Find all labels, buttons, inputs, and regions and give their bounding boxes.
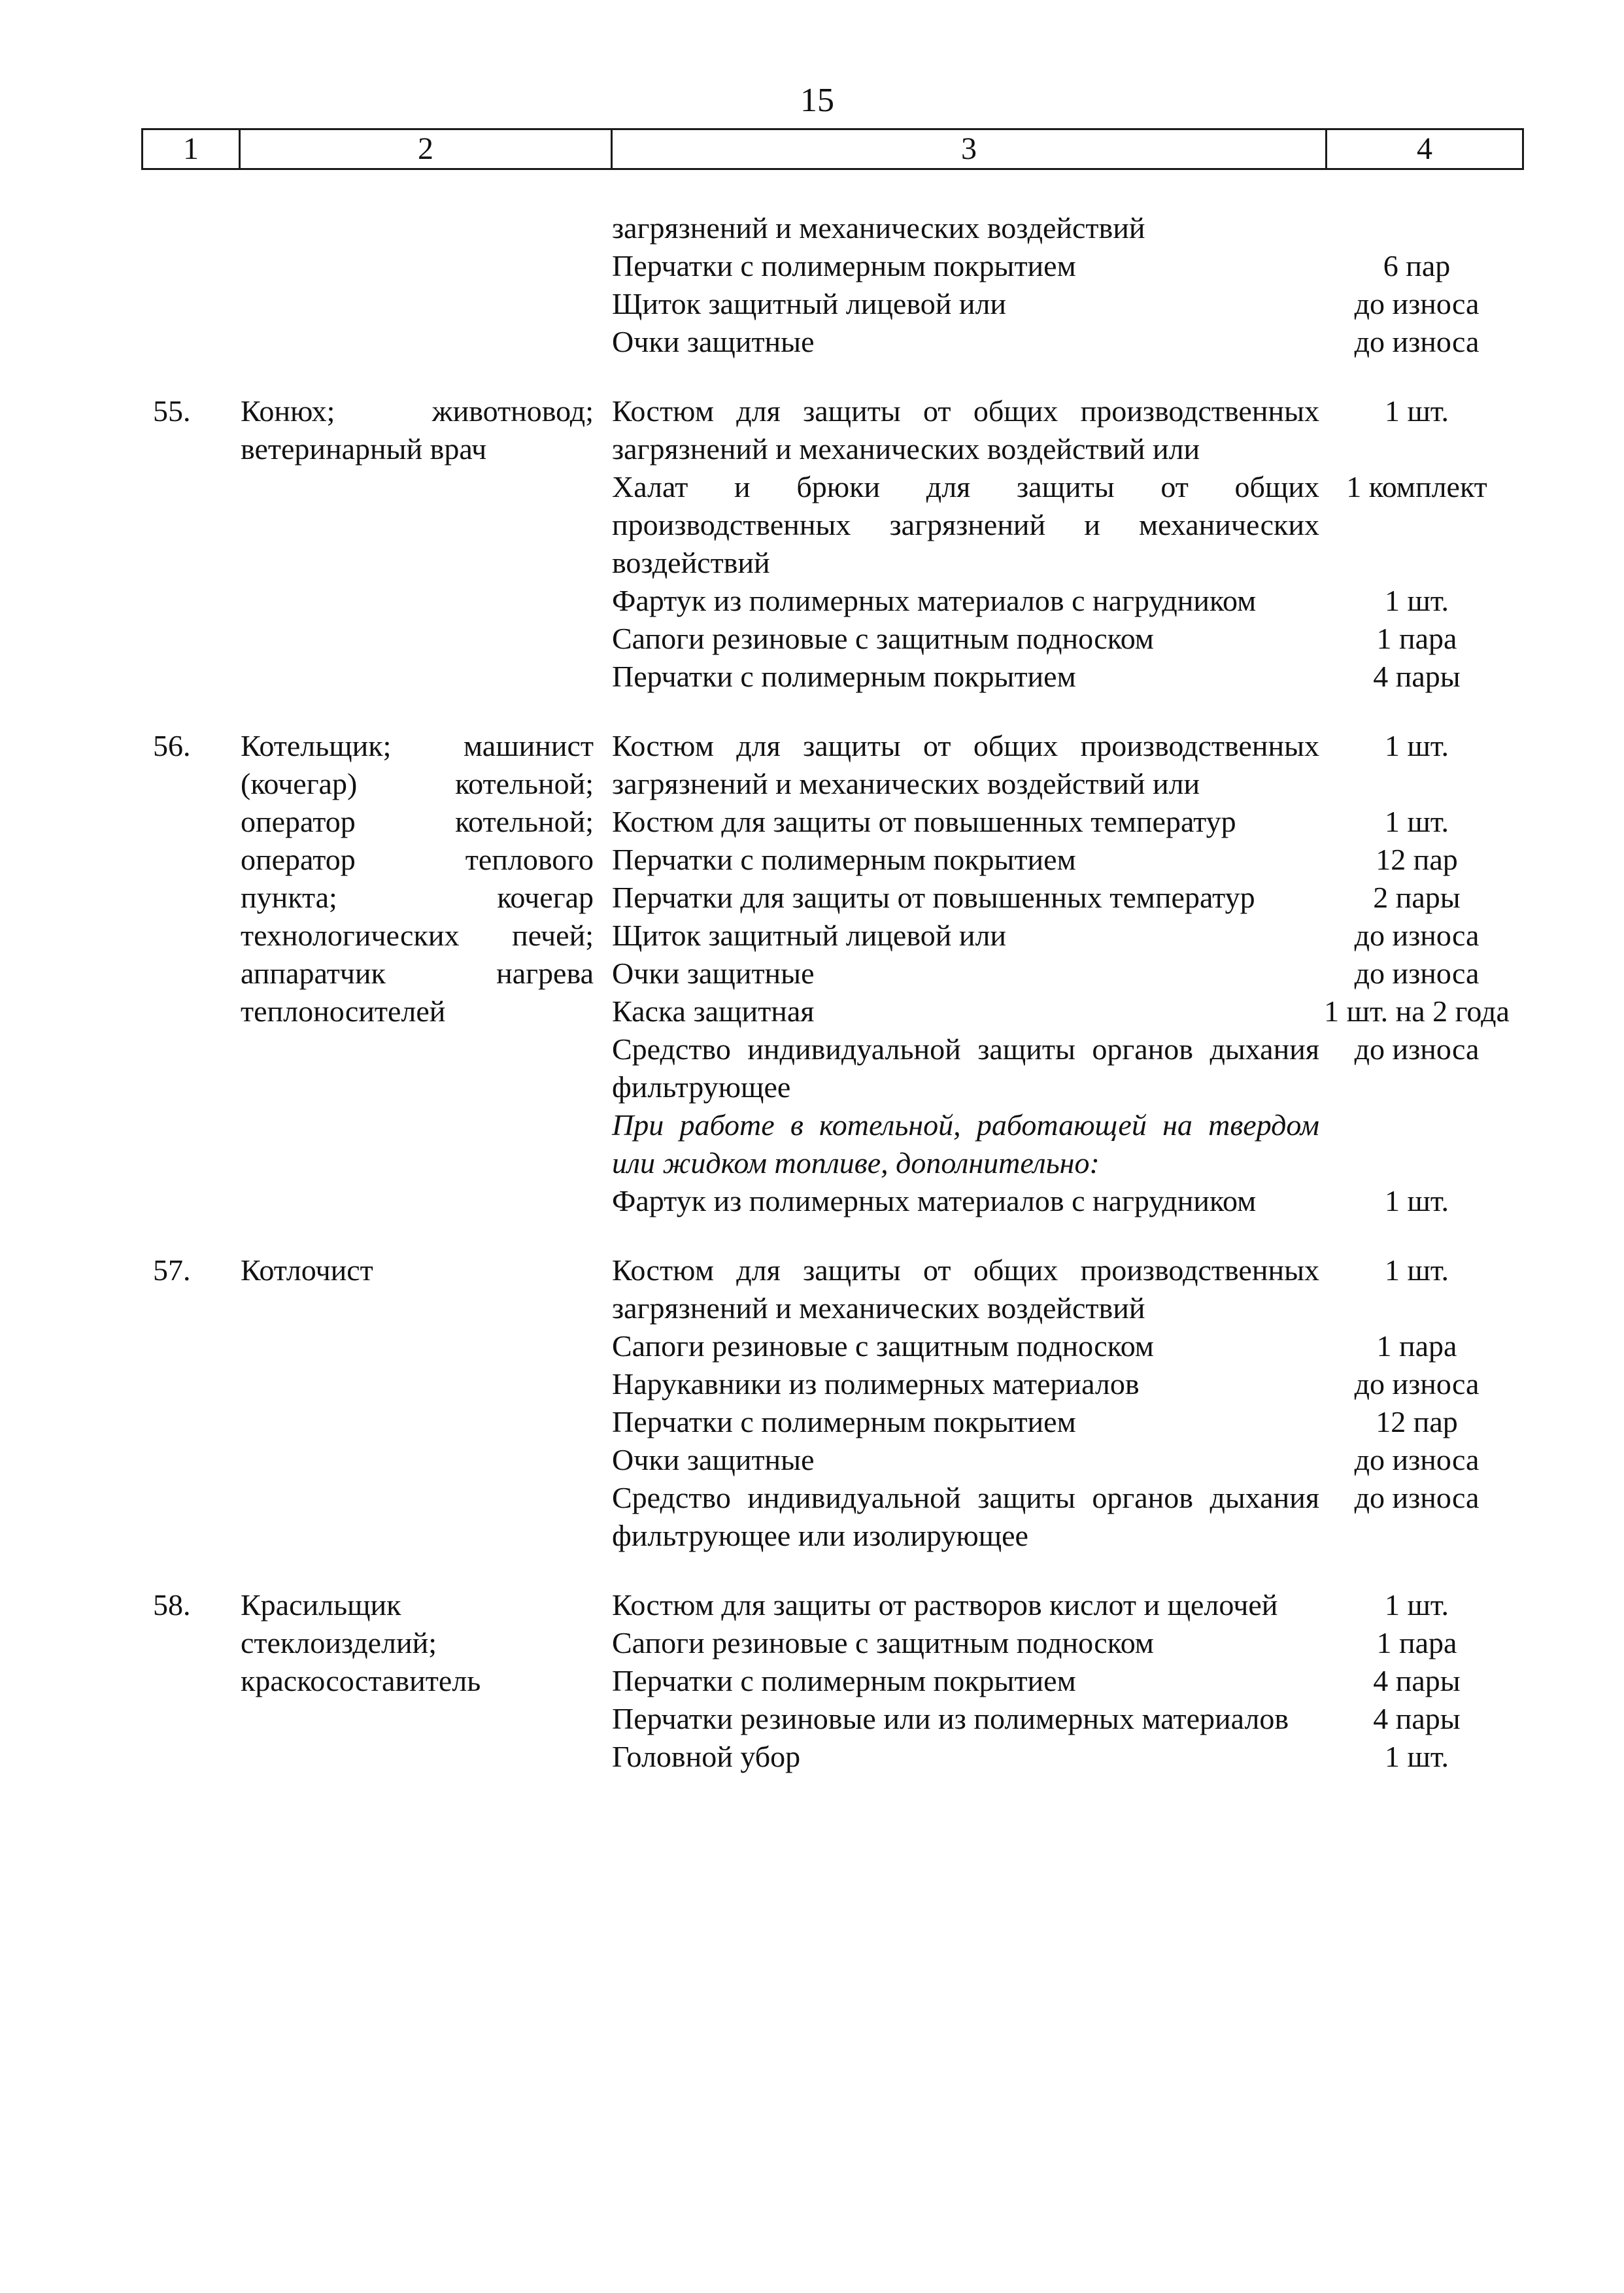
ppe-description: Щиток защитный лицевой или	[612, 287, 1007, 320]
ppe-item	[607, 1441, 1514, 1479]
ppe-quantity: 1 шт.	[1384, 805, 1449, 838]
ppe-quantity: 1 шт.	[1384, 1253, 1449, 1287]
table-row	[141, 1251, 1514, 1555]
ppe-item	[607, 285, 1514, 323]
ppe-description: При работе в котельной, работающей на твердом или жидком топливе, дополнительно:	[612, 1108, 1319, 1180]
ppe-item	[607, 1403, 1514, 1441]
ppe-description: Каска защитная	[612, 994, 815, 1028]
table-body	[141, 209, 1514, 1807]
ppe-item	[607, 1586, 1514, 1624]
ppe-quantity: до износа	[1354, 919, 1480, 952]
ppe-quantity: 4 пары	[1373, 1702, 1461, 1735]
ppe-quantity: 1 шт.	[1384, 1184, 1449, 1217]
ppe-quantity: до износа	[1354, 287, 1480, 320]
ppe-item	[607, 993, 1514, 1030]
ppe-description: Очки защитные	[612, 1443, 815, 1476]
row-number: 58.	[153, 1588, 191, 1622]
ppe-item	[607, 955, 1514, 993]
ppe-quantity: 12 пар	[1376, 1405, 1458, 1438]
ppe-description: Перчатки с полимерным покрытием	[612, 249, 1076, 282]
column-header-4: 4	[1327, 129, 1523, 169]
ppe-item	[607, 1030, 1514, 1106]
ppe-item	[607, 1624, 1514, 1662]
column-header-1: 1	[143, 129, 240, 169]
ppe-item	[607, 1327, 1514, 1365]
ppe-item	[607, 582, 1514, 620]
ppe-item	[607, 1700, 1514, 1738]
ppe-list	[607, 727, 1514, 1220]
ppe-item	[607, 1251, 1514, 1327]
ppe-note	[607, 1106, 1514, 1182]
ppe-description: Средство индивидуальной защиты органов дыхания фильтрующее или изолирующее	[612, 1481, 1319, 1552]
ppe-item	[607, 468, 1514, 582]
row-number	[141, 209, 237, 361]
ppe-quantity: до износа	[1354, 1481, 1480, 1514]
ppe-item	[607, 727, 1514, 803]
ppe-item	[607, 879, 1514, 917]
table-row	[141, 1586, 1514, 1776]
row-number: 57.	[153, 1253, 191, 1287]
ppe-quantity: 2 пары	[1373, 881, 1461, 914]
ppe-quantity: 12 пар	[1376, 843, 1458, 876]
ppe-description: Головной убор	[612, 1740, 801, 1773]
occupation-name: Котельщик; машинист (кочегар) котельной; оператор котельной; оператор теплового пункта; кочегар технологических печей; аппаратчик нагрева теплоносителей	[241, 729, 594, 1028]
column-header-3: 3	[612, 129, 1327, 169]
row-number: 56.	[153, 729, 191, 762]
ppe-item	[607, 1738, 1514, 1776]
ppe-quantity: 1 шт. на 2 года	[1324, 994, 1510, 1028]
ppe-item	[607, 247, 1514, 285]
ppe-description: Очки защитные	[612, 325, 815, 358]
ppe-quantity: 1 пара	[1376, 1626, 1457, 1659]
column-header-2: 2	[240, 129, 612, 169]
ppe-description: Нарукавники из полимерных материалов	[612, 1367, 1140, 1401]
ppe-description: Фартук из полимерных материалов с нагрудником	[612, 584, 1257, 617]
ppe-list	[607, 1251, 1514, 1555]
ppe-description: Костюм для защиты от общих производственных загрязнений и механических воздействий или	[612, 729, 1319, 800]
ppe-quantity: 1 комплект	[1346, 470, 1487, 503]
ppe-item	[607, 620, 1514, 658]
ppe-quantity: 1 пара	[1376, 1329, 1457, 1363]
ppe-quantity: до износа	[1354, 325, 1480, 358]
ppe-description: загрязнений и механических воздействий	[612, 211, 1145, 245]
ppe-description: Перчатки с полимерным покрытием	[612, 1405, 1076, 1438]
ppe-quantity: 4 пары	[1373, 1664, 1461, 1697]
ppe-item	[607, 917, 1514, 955]
ppe-quantity: до износа	[1354, 1443, 1480, 1476]
ppe-description: Сапоги резиновые с защитным подноском	[612, 1329, 1154, 1363]
table-row	[141, 209, 1514, 361]
ppe-item	[607, 1182, 1514, 1220]
ppe-quantity	[1319, 1106, 1514, 1182]
ppe-item	[607, 841, 1514, 879]
ppe-item	[607, 1479, 1514, 1555]
ppe-quantity: 1 шт.	[1384, 1740, 1449, 1773]
ppe-list	[607, 209, 1514, 361]
ppe-description: Костюм для защиты от общих производственных загрязнений и механических воздействий или	[612, 394, 1319, 466]
ppe-item	[607, 323, 1514, 361]
occupation-name	[237, 209, 607, 361]
ppe-description: Сапоги резиновые с защитным подноском	[612, 1626, 1154, 1659]
ppe-description: Очки защитные	[612, 957, 815, 990]
ppe-quantity: 1 шт.	[1384, 1588, 1449, 1622]
table-row	[141, 727, 1514, 1220]
ppe-description: Костюм для защиты от повышенных температур	[612, 805, 1236, 838]
table-row	[141, 392, 1514, 696]
ppe-quantity: до износа	[1354, 1367, 1480, 1401]
ppe-quantity: 4 пары	[1373, 660, 1461, 693]
ppe-description: Перчатки с полимерным покрытием	[612, 1664, 1076, 1697]
ppe-quantity: до износа	[1354, 1032, 1480, 1066]
row-number: 55.	[153, 394, 191, 428]
ppe-description: Фартук из полимерных материалов с нагрудником	[612, 1184, 1257, 1217]
ppe-quantity: 1 пара	[1376, 622, 1457, 655]
ppe-description: Перчатки с полимерным покрытием	[612, 660, 1076, 693]
occupation-name: Котлочист	[241, 1253, 373, 1287]
ppe-quantity	[1319, 209, 1514, 247]
ppe-quantity: до износа	[1354, 957, 1480, 990]
ppe-item	[607, 658, 1514, 696]
ppe-item	[607, 1365, 1514, 1403]
occupation-name: Конюх; животновод; ветеринарный врач	[241, 394, 594, 466]
ppe-description: Костюм для защиты от общих производственных загрязнений и механических воздействий	[612, 1253, 1319, 1325]
ppe-quantity: 1 шт.	[1384, 394, 1449, 428]
ppe-description: Халат и брюки для защиты от общих производственных загрязнений и механических воздействий	[612, 470, 1319, 579]
ppe-description: Щиток защитный лицевой или	[612, 919, 1007, 952]
occupation-name: Красильщик стеклоизделий; краскосоставитель	[241, 1588, 481, 1697]
ppe-description: Перчатки для защиты от повышенных температур	[612, 881, 1255, 914]
ppe-list	[607, 392, 1514, 696]
ppe-item	[607, 803, 1514, 841]
ppe-description: Перчатки резиновые или из полимерных материалов	[612, 1702, 1289, 1735]
ppe-list	[607, 1586, 1514, 1776]
ppe-description: Средство индивидуальной защиты органов дыхания фильтрующее	[612, 1032, 1319, 1104]
ppe-item	[607, 209, 1514, 247]
ppe-description: Костюм для защиты от растворов кислот и щелочей	[612, 1588, 1278, 1622]
ppe-quantity: 1 шт.	[1384, 584, 1449, 617]
ppe-description: Сапоги резиновые с защитным подноском	[612, 622, 1154, 655]
ppe-description: Перчатки с полимерным покрытием	[612, 843, 1076, 876]
ppe-quantity: 1 шт.	[1384, 729, 1449, 762]
column-header-table	[141, 128, 1524, 170]
page-number: 15	[800, 82, 834, 119]
ppe-item	[607, 392, 1514, 468]
ppe-item	[607, 1662, 1514, 1700]
ppe-quantity: 6 пар	[1383, 249, 1451, 282]
